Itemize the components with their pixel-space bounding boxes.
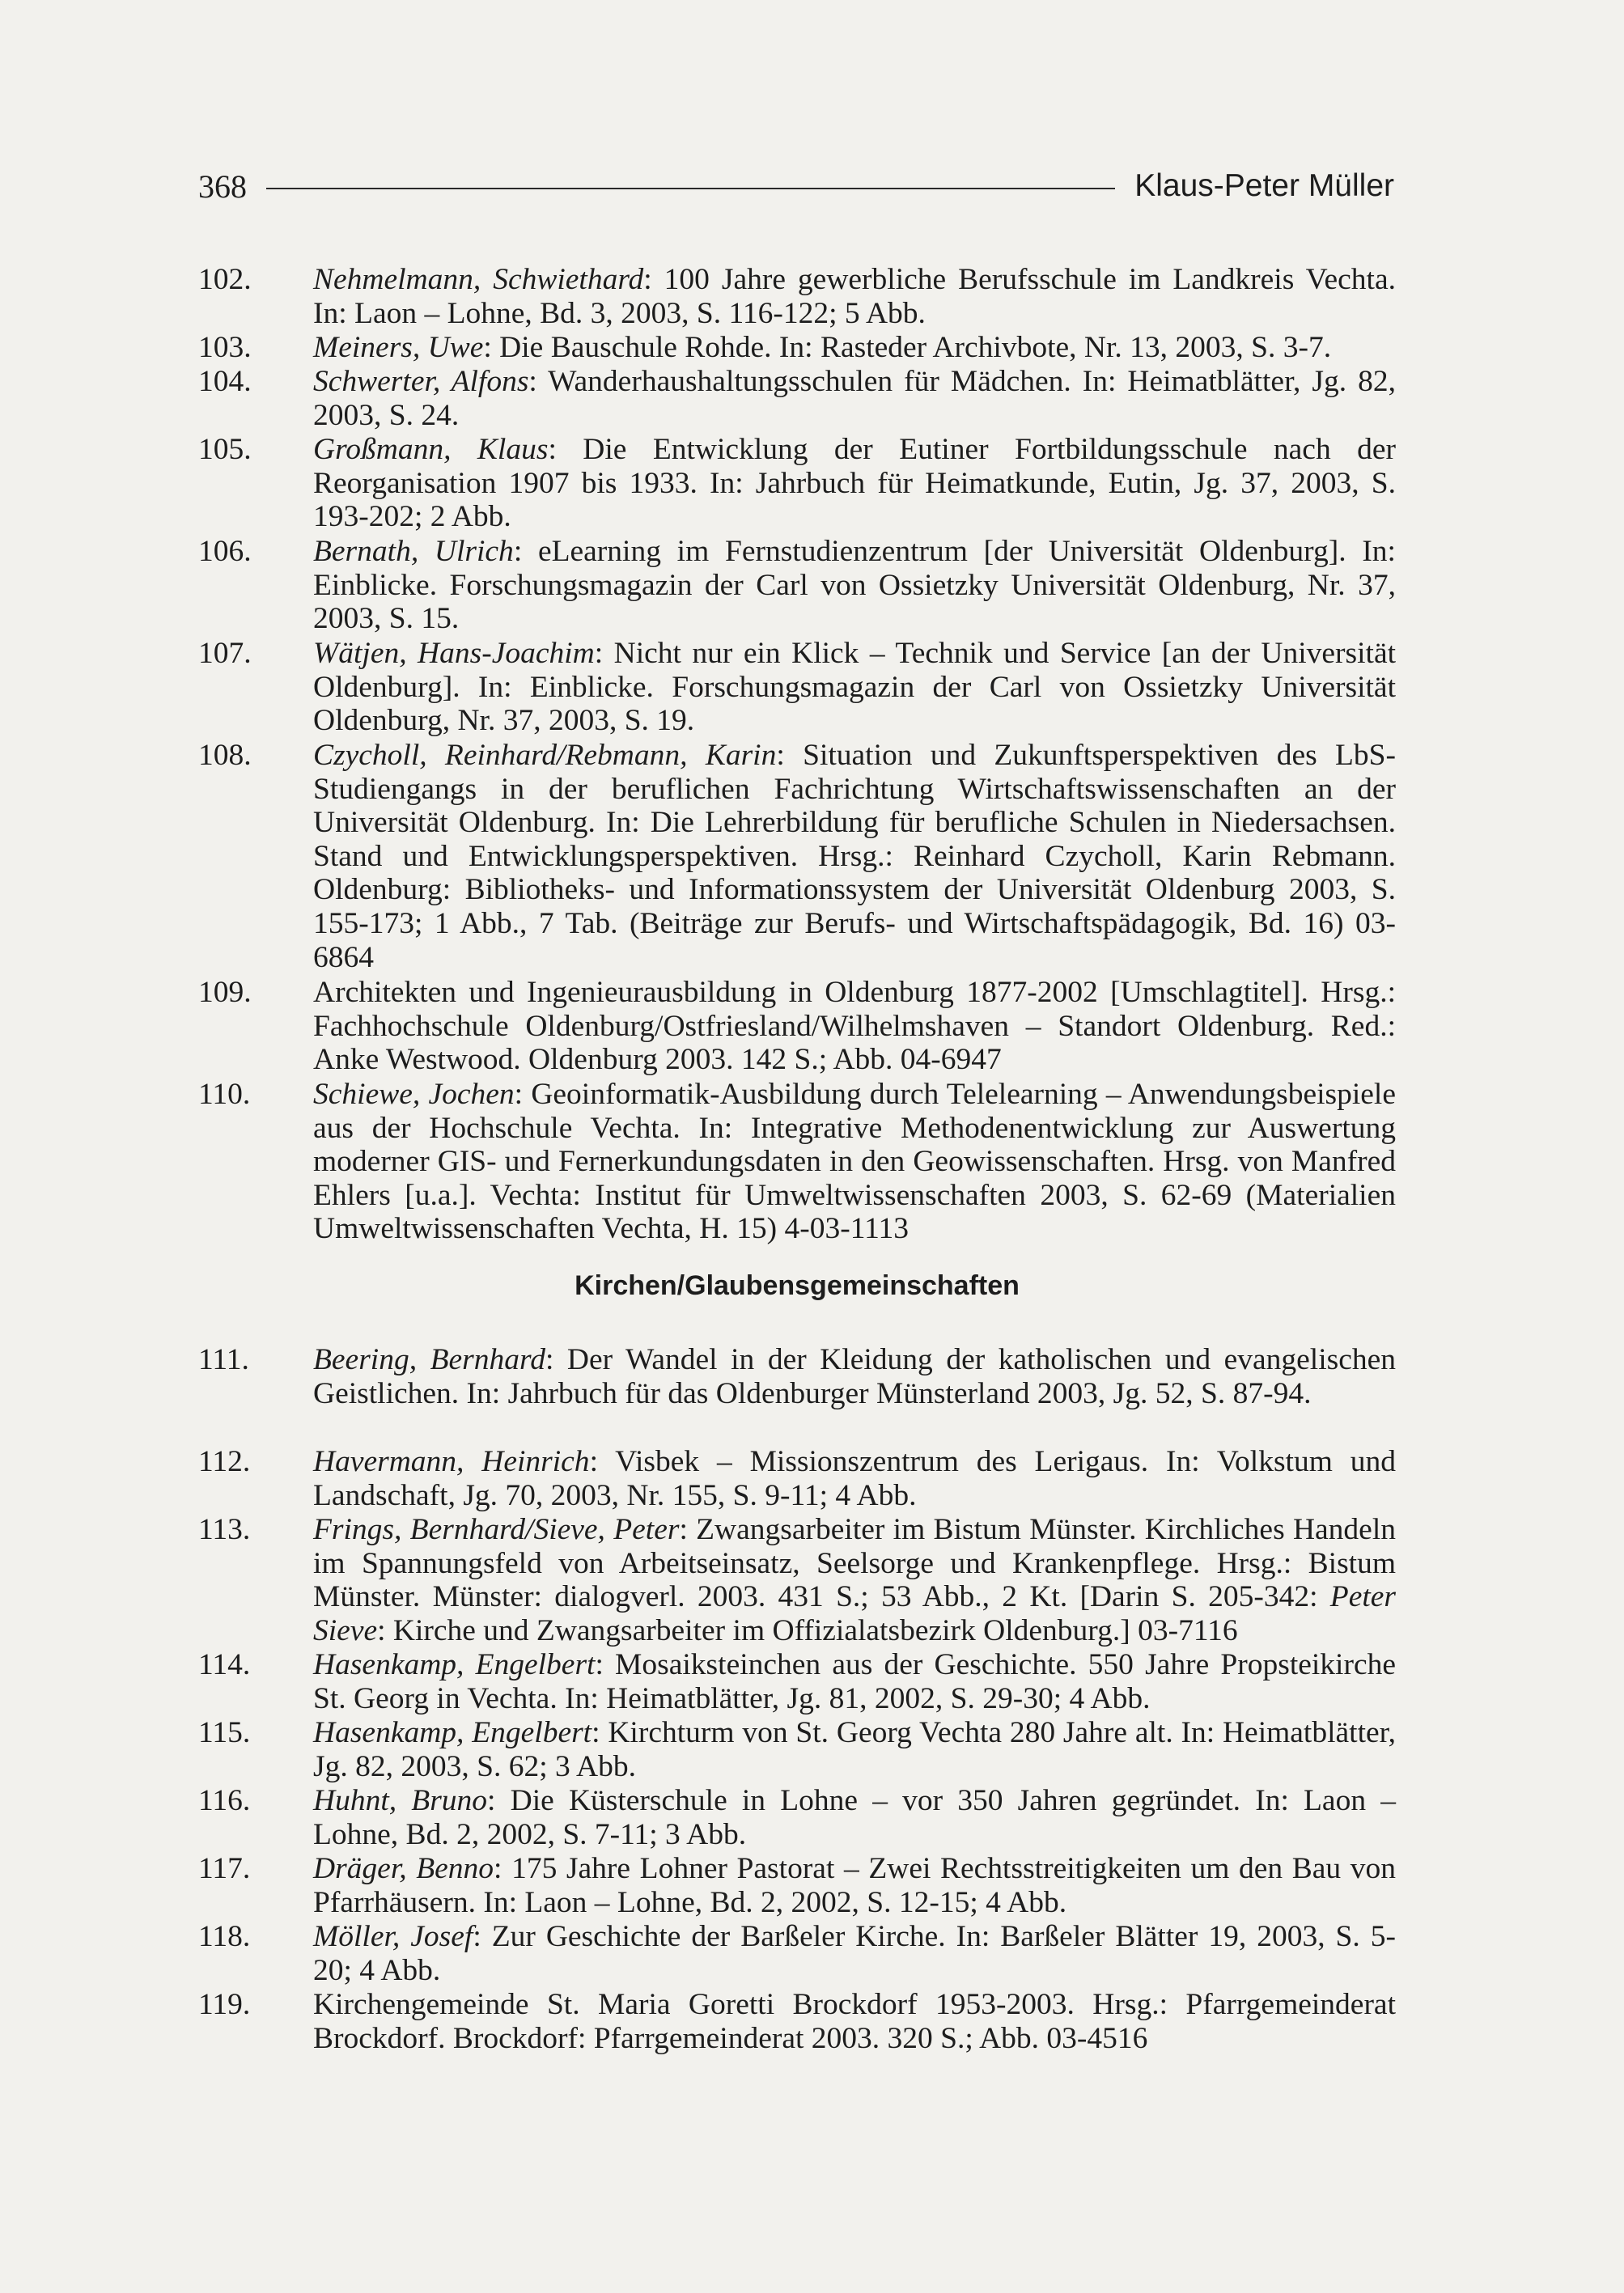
entry-text: : Der Wandel in der Kleidung der katholischen und evangelischen Geistlichen. In: Jahrbuch für das Oldenburger Münsterland 2003, Jg. 52, S. 87-94. xyxy=(313,1343,1396,1410)
entry-body xyxy=(313,365,1396,432)
entry-author: Dräger, Benno xyxy=(313,1852,494,1885)
bibliography-entry xyxy=(198,1716,1396,1783)
entry-body xyxy=(313,331,1396,365)
entry-author: Frings, Bernhard/Sieve, Peter xyxy=(313,1513,680,1546)
entry-text: : Kirche und Zwangsarbeiter im Offizialatsbezirk Oldenburg.] 03-7116 xyxy=(377,1613,1238,1647)
entry-text: : Kirchturm von St. Georg Vechta 280 Jahre alt. In: Heimatblätter, Jg. 82, 2003, S. 62; 3 Abb. xyxy=(313,1716,1397,1783)
entry-text: : eLearning im Fernstudienzentrum [der Universität Oldenburg]. In: Einblicke. Forschungsmagazin der Carl von Ossietzky Universität Oldenburg, Nr. 37, 2003, S. 15. xyxy=(313,535,1396,636)
entry-text: Kirchengemeinde St. Maria Goretti Brockdorf 1953-2003. Hrsg.: Pfarrgemeinderat Brockdorf. Brockdorf: Pfarrgemeinderat 2003. 320 S.; Abb. 03-4516 xyxy=(313,1988,1396,2055)
entry-number: 116. xyxy=(198,1784,251,1817)
bibliography-entry xyxy=(198,331,1396,365)
entry-text: : 175 Jahre Lohner Pastorat – Zwei Rechtsstreitigkeiten um den Bau von Pfarrhäusern. In: Laon – Lohne, Bd. 2, 2002, S. 12-15; 4 Abb. xyxy=(313,1852,1396,1919)
bibliography-entry xyxy=(198,1852,1396,1919)
entry-text: : Zwangsarbeiter im Bistum Münster. Kirchliches Handeln im Spannungsfeld von Arbeitseinsatz, Seelsorge und Krankenpflege. Hrsg.: Bistum Münster. Münster: dialogverl. 2003. 431 S.; 53 Abb., 2 Kt. [Darin S. 205-342: xyxy=(313,1513,1396,1614)
bibliography-entry xyxy=(198,1445,1396,1512)
entry-author: Peter Sieve xyxy=(313,1580,1396,1647)
entry-text: : Wanderhaushaltungsschulen für Mädchen. In: Heimatblätter, Jg. 82, 2003, S. 24. xyxy=(313,365,1396,432)
entry-author: Bernath, Ulrich xyxy=(313,535,514,568)
entry-body xyxy=(313,263,1396,330)
entry-author: Schiewe, Jochen xyxy=(313,1078,515,1111)
entry-author: Huhnt, Bruno xyxy=(313,1784,488,1817)
entry-number: 110. xyxy=(198,1078,251,1111)
entry-author: Großmann, Klaus xyxy=(313,433,549,466)
entry-number: 115. xyxy=(198,1716,251,1749)
entry-body xyxy=(313,1513,1396,1647)
entry-body xyxy=(313,976,1396,1077)
entry-body xyxy=(313,739,1396,974)
entry-number: 111. xyxy=(198,1343,249,1376)
entry-author: Wätjen, Hans-Joachim xyxy=(313,637,595,670)
entry-number: 114. xyxy=(198,1648,251,1681)
entry-body xyxy=(313,1920,1396,1987)
bibliography-entry xyxy=(198,637,1396,738)
entry-body xyxy=(313,535,1396,636)
bibliography-entry xyxy=(198,433,1396,534)
entry-author: Havermann, Heinrich xyxy=(313,1445,590,1478)
entry-author: Hasenkamp, Engelbert xyxy=(313,1716,592,1749)
bibliography-entry xyxy=(198,1784,1396,1851)
entry-text: : Nicht nur ein Klick – Technik und Service [an der Universität Oldenburg]. In: Einblicke. Forschungsmagazin der Carl von Ossietzky Universität Oldenburg, Nr. 37, 2003, S. 19. xyxy=(313,637,1397,738)
entry-text: Architekten und Ingenieurausbildung in Oldenburg 1877-2002 [Umschlagtitel]. Hrsg.: Fachhochschule Oldenburg/Ostfriesland/Wilhelmshaven – Standort Oldenburg. Red.: Anke Westwood. Oldenburg 2003. 142 S.; Abb. 04-6947 xyxy=(313,976,1396,1077)
entry-number: 108. xyxy=(198,739,252,772)
entry-number: 107. xyxy=(198,637,252,670)
entry-number: 103. xyxy=(198,331,252,364)
entry-text: : Visbek – Missionszentrum des Lerigaus. In: Volkstum und Landschaft, Jg. 70, 2003, Nr. 155, S. 9-11; 4 Abb. xyxy=(313,1445,1396,1512)
entry-number: 112. xyxy=(198,1445,251,1478)
bibliography-entry xyxy=(198,1343,1396,1410)
entry-author: Meiners, Uwe xyxy=(313,331,484,364)
running-header xyxy=(198,162,1394,210)
entry-text: : Geoinformatik-Ausbildung durch Telelearning – Anwendungsbeispiele aus der Hochschule Vechta. In: Integrative Methodenentwicklung zur Auswertung moderner GIS- und Fernerkundungsdaten in den Geowissenschaften. Hrsg. von Manfred Ehlers [u.a.]. Vechta: Institut für Umweltwissenschaften 2003, S. 62-69 (Materialien Umweltwissenschaften Vechta, H. 15) 4-03-1113 xyxy=(313,1078,1396,1246)
entry-body xyxy=(313,1784,1396,1851)
entry-body xyxy=(313,1343,1396,1410)
entry-number: 106. xyxy=(198,535,252,568)
entry-number: 104. xyxy=(198,365,252,398)
section-heading: Kirchen/Glaubensgemeinschaften xyxy=(575,1270,1020,1301)
entry-author: Hasenkamp, Engelbert xyxy=(313,1648,596,1681)
entry-author: Czycholl, Reinhard/Rebmann, Karin xyxy=(313,739,777,772)
entry-text: : Situation und Zukunftsperspektiven des LbS-Studiengangs in der beruflichen Fachrichtung Wirtschaftswissenschaften an der Universität Oldenburg. In: Die Lehrerbildung für berufliche Schulen in Niedersachsen. Stand und Entwicklungsperspektiven. Hrsg.: Reinhard Czycholl, Karin Rebmann. Oldenburg: Bibliotheks- und Informationssystem der Universität Oldenburg 2003, S. 155-173; 1 Abb., 7 Tab. (Beiträge zur Berufs- und Wirtschaftspädagogik, Bd. 16) 03-6864 xyxy=(313,739,1397,974)
entry-body xyxy=(313,1716,1396,1783)
entry-number: 109. xyxy=(198,976,252,1009)
entry-body xyxy=(313,433,1396,534)
entry-body xyxy=(313,1648,1396,1715)
bibliography-entry xyxy=(198,535,1396,636)
entry-number: 117. xyxy=(198,1852,251,1885)
bibliography-entry xyxy=(198,1078,1396,1246)
bibliography-entry xyxy=(198,1988,1396,2055)
entry-number: 102. xyxy=(198,263,252,296)
entry-body xyxy=(313,1988,1396,2055)
entry-text: : Die Küsterschule in Lohne – vor 350 Jahren gegründet. In: Laon – Lohne, Bd. 2, 2002, S. 7-11; 3 Abb. xyxy=(313,1784,1396,1851)
entry-text: : 100 Jahre gewerbliche Berufsschule im Landkreis Vechta. In: Laon – Lohne, Bd. 3, 2003, S. 116-122; 5 Abb. xyxy=(313,263,1396,330)
entry-text: : Die Bauschule Rohde. In: Rasteder Archivbote, Nr. 13, 2003, S. 3-7. xyxy=(483,331,1332,364)
entry-author: Beering, Bernhard xyxy=(313,1343,545,1376)
bibliography-entry xyxy=(198,365,1396,432)
entry-text: : Mosaiksteinchen aus der Geschichte. 550 Jahre Propsteikirche St. Georg in Vechta. In: Heimatblätter, Jg. 81, 2002, S. 29-30; 4 Abb. xyxy=(313,1648,1396,1715)
entry-number: 113. xyxy=(198,1513,251,1546)
entry-author: Schwerter, Alfons xyxy=(313,365,529,398)
entry-number: 105. xyxy=(198,433,252,466)
entry-body xyxy=(313,637,1396,738)
bibliography-entry xyxy=(198,976,1396,1077)
entry-body xyxy=(313,1078,1396,1246)
bibliography-entry xyxy=(198,1648,1396,1715)
entry-body xyxy=(313,1852,1396,1919)
entry-author: Möller, Josef xyxy=(313,1920,473,1953)
bibliography-entry xyxy=(198,739,1396,974)
bibliography-entry xyxy=(198,263,1396,330)
entry-text: : Die Entwicklung der Eutiner Fortbildungsschule nach der Reorganisation 1907 bis 1933. In: Jahrbuch für Heimatkunde, Eutin, Jg. 37, 2003, S. 193-202; 2 Abb. xyxy=(313,433,1397,534)
entry-author: Nehmelmann, Schwiethard xyxy=(313,263,644,296)
bibliography-entry xyxy=(198,1920,1396,1987)
running-head-author: Klaus-Peter Müller xyxy=(1134,168,1394,203)
entry-text: : Zur Geschichte der Barßeler Kirche. In: Barßeler Blätter 19, 2003, S. 5-20; 4 Abb. xyxy=(313,1920,1396,1987)
bibliography-entry xyxy=(198,1513,1396,1647)
entry-number: 118. xyxy=(198,1920,251,1953)
page-number: 368 xyxy=(198,167,247,205)
entry-body xyxy=(313,1445,1396,1512)
header-rule xyxy=(266,188,1115,189)
entry-number: 119. xyxy=(198,1988,251,2021)
